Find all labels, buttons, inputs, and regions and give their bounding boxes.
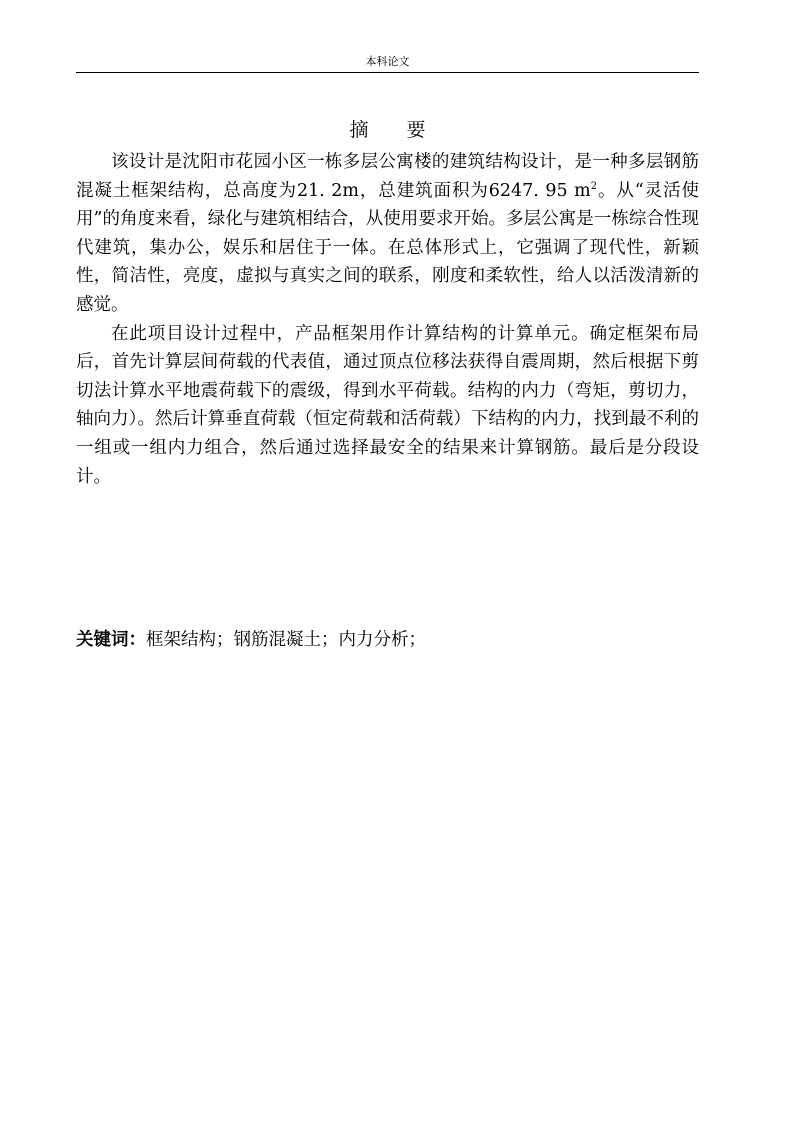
abstract-paragraph: 在此项目设计过程中，产品框架用作计算结构的计算单元。确定框架布局后，首先计算层间荷载的代表值，通过顶点位移法获得自震周期，然后根据下剪切法计算水平地震荷载下的震级，得到水平荷载。结构的内力（弯矩，剪切力，轴向力）。然后计算垂直荷载（恒定荷载和活荷载）下结构的内力，找到最不利的一组或一组内力组合，然后通过选择最安全的结果来计算钢筋。最后是分段设计。 xyxy=(76,323,699,487)
superscript-exponent: 2 xyxy=(590,180,598,192)
keywords-label: 关键词： xyxy=(76,630,146,650)
keywords-line xyxy=(76,626,699,654)
page-header xyxy=(76,50,699,73)
paragraph-text-after-superscript: 。从“灵活使用”的角度来看，绿化与建筑相结合，从使用要求开始。多层公寓是一栋综合性现代建筑，集办公，娱乐和居住于一体。在总体形式上，它强调了现代性，新颖性，简洁性，亮度，虚拟与真实之间的联系，刚度和柔软性，给人以活泼清新的感觉。 xyxy=(76,180,699,315)
paragraph-text-before-superscript: 该设计是沈阳市花园小区一栋多层公寓楼的建筑结构设计，是一种多层钢筋混凝土框架结构，总高度为21. 2m，总建筑面积为6247. 95 m xyxy=(76,152,699,201)
header-text: 本科论文 xyxy=(365,55,410,68)
abstract-body xyxy=(76,148,699,491)
abstract-title: 摘要 xyxy=(349,119,464,141)
abstract-paragraph xyxy=(76,148,699,320)
keywords-value: 框架结构；钢筋混凝土；内力分析； xyxy=(146,630,426,650)
